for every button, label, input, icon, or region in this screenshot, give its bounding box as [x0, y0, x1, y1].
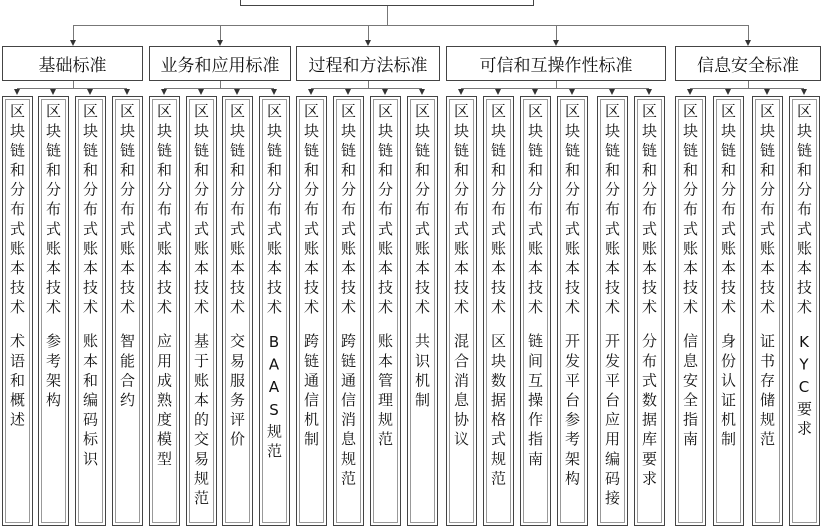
item-prefix: 区块链和分布式账本技术	[339, 103, 357, 319]
item-prefix: 区块链和分布式账本技术	[376, 103, 394, 319]
item-name: 术语和概述	[8, 333, 26, 431]
item-name: 证书存储规范	[758, 333, 776, 451]
item-prefix: 区块链和分布式账本技术	[795, 103, 813, 319]
standard-item-box	[2, 96, 33, 526]
arrow-icon	[50, 89, 56, 95]
connector	[73, 81, 74, 88]
item-name: 交易服务评价	[228, 333, 246, 451]
connector	[311, 88, 422, 89]
standard-item-box	[520, 96, 551, 526]
item-prefix: 区块链和分布式账本技术	[413, 103, 431, 319]
category-box: 业务和应用标准	[149, 46, 291, 81]
item-name: 混合消息协议	[452, 333, 470, 451]
item-name: 身份认证机制	[719, 333, 737, 451]
standard-item-box	[186, 96, 217, 526]
item-prefix: 区块链和分布式账本技术	[489, 103, 507, 319]
item-prefix: 区块链和分布式账本技术	[81, 103, 99, 319]
item-name: 参考架构	[44, 333, 62, 412]
arrow-icon	[764, 89, 770, 95]
arrow-icon	[14, 89, 20, 95]
item-prefix: 区块链和分布式账本技术	[719, 103, 737, 319]
standard-item-box	[713, 96, 744, 526]
arrow-icon	[271, 89, 277, 95]
arrow-icon	[87, 89, 93, 95]
connector	[220, 81, 221, 88]
item-name: 跨链通信机制	[302, 333, 320, 451]
standard-item-box	[222, 96, 253, 526]
standard-item-box	[149, 96, 180, 526]
arrow-icon	[308, 89, 314, 95]
category-box: 可信和互操作性标准	[446, 46, 666, 81]
arrow-icon	[345, 89, 351, 95]
item-prefix: 区块链和分布式账本技术	[8, 103, 26, 319]
standard-item-box	[597, 96, 628, 526]
category-box: 过程和方法标准	[296, 46, 440, 81]
item-prefix: 区块链和分布式账本技术	[228, 103, 246, 319]
item-name: 基于账本的交易规范	[192, 333, 210, 510]
item-name: KYC要求	[795, 333, 813, 440]
item-prefix: 区块链和分布式账本技术	[118, 103, 136, 319]
connector	[556, 81, 557, 88]
item-prefix: 区块链和分布式账本技术	[640, 103, 658, 319]
item-prefix: 区块链和分布式账本技术	[265, 103, 283, 319]
connector	[387, 6, 388, 26]
arrow-icon	[801, 89, 807, 95]
standard-item-box	[789, 96, 820, 526]
arrow-icon	[569, 89, 575, 95]
arrow-icon	[419, 89, 425, 95]
connector	[748, 81, 749, 88]
item-name: BAAS规范	[265, 333, 283, 463]
standard-item-box	[634, 96, 665, 526]
standard-item-box	[38, 96, 69, 526]
item-prefix: 区块链和分布式账本技术	[44, 103, 62, 319]
item-name: 链间互操作指南	[526, 333, 544, 471]
standard-item-box	[557, 96, 588, 526]
standard-item-box	[259, 96, 290, 526]
item-prefix: 区块链和分布式账本技术	[681, 103, 699, 319]
arrow-icon	[532, 89, 538, 95]
item-name: 开发平台参考架构	[563, 333, 581, 490]
item-prefix: 区块链和分布式账本技术	[155, 103, 173, 319]
item-prefix: 区块链和分布式账本技术	[526, 103, 544, 319]
arrow-icon	[609, 89, 615, 95]
arrow-icon	[382, 89, 388, 95]
item-prefix: 区块链和分布式账本技术	[452, 103, 470, 319]
standard-item-box	[296, 96, 327, 526]
item-prefix: 区块链和分布式账本技术	[192, 103, 210, 319]
connector	[220, 25, 221, 40]
item-prefix: 区块链和分布式账本技术	[603, 103, 621, 319]
standard-item-box	[752, 96, 783, 526]
arrow-icon	[687, 89, 693, 95]
item-name: 分布式数据库要求	[640, 333, 658, 490]
standard-item-box	[112, 96, 143, 526]
item-name: 信息安全指南	[681, 333, 699, 451]
arrow-icon	[458, 89, 464, 95]
connector	[690, 88, 804, 89]
item-name: 跨链通信消息规范	[339, 333, 357, 490]
connector	[368, 81, 369, 88]
arrow-icon	[161, 89, 167, 95]
item-prefix: 区块链和分布式账本技术	[758, 103, 776, 319]
item-name: 共识机制	[413, 333, 431, 412]
connector	[164, 88, 274, 89]
item-name: 账本管理规范	[376, 333, 394, 451]
item-name: 账本和编码标识	[81, 333, 99, 471]
item-name: 区块数据格式规范	[489, 333, 507, 490]
connector	[461, 88, 649, 89]
arrow-icon	[234, 89, 240, 95]
standard-item-box	[675, 96, 706, 526]
connector	[556, 25, 557, 40]
item-name: 开发平台应用编码接	[603, 333, 621, 510]
arrow-icon	[646, 89, 652, 95]
arrow-icon	[124, 89, 130, 95]
standard-item-box	[483, 96, 514, 526]
connector	[73, 25, 74, 40]
standard-item-box	[333, 96, 364, 526]
connector	[17, 88, 127, 89]
standard-item-box	[75, 96, 106, 526]
connector	[748, 25, 749, 40]
connector	[368, 25, 369, 40]
category-box: 信息安全标准	[675, 46, 821, 81]
category-box: 基础标准	[2, 46, 143, 81]
standard-item-box	[446, 96, 477, 526]
arrow-icon	[495, 89, 501, 95]
arrow-icon	[198, 89, 204, 95]
item-prefix: 区块链和分布式账本技术	[563, 103, 581, 319]
standard-item-box	[407, 96, 438, 526]
standard-item-box	[370, 96, 401, 526]
arrow-icon	[725, 89, 731, 95]
item-name: 应用成熟度模型	[155, 333, 173, 471]
connector	[73, 25, 749, 26]
item-name: 智能合约	[118, 333, 136, 412]
item-prefix: 区块链和分布式账本技术	[302, 103, 320, 319]
